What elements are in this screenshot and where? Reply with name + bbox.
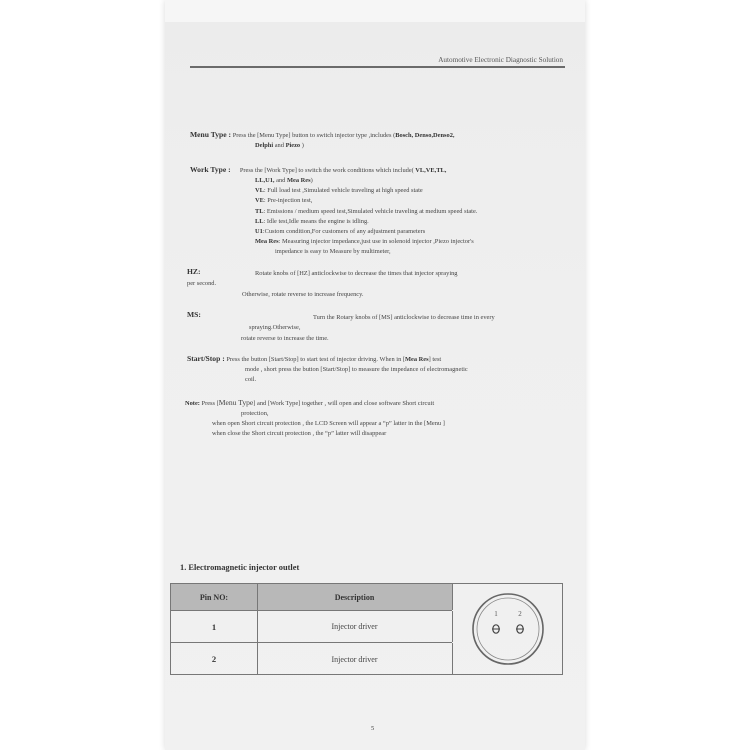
start-stop-text-1: Press the button [Start/Stop] to start test of injector driving. When in [	[226, 356, 405, 363]
hz-text-1: Rotate knobs of [HZ] anticlockwise to decrease the times that injector spraying	[255, 270, 458, 277]
menu-type-label: Menu Type :	[190, 130, 232, 139]
u1-text: :Custom condition,For customers of any adjustment parameters	[262, 228, 426, 236]
connector-pin-1-icon	[492, 625, 500, 633]
start-stop-section	[187, 354, 577, 365]
mea-res-text-1: : Measuring injector impedance,just use in solenoid injector ,Piezo injector's	[278, 238, 474, 246]
table-row	[171, 611, 452, 643]
vl-key: VL	[255, 187, 264, 195]
header-pin: Pin NO:	[171, 584, 258, 610]
start-stop-mea: Mea Res	[405, 356, 429, 363]
connector-pin-2-icon	[516, 625, 524, 633]
vl-text: : Full load test ,Simulated vehicle traveling at high speed state	[263, 187, 423, 195]
menu-type-text: Press the [Menu Type] button to switch injector type ,includes (	[232, 132, 396, 139]
page-number: 5	[371, 725, 375, 732]
hz-label: HZ:	[187, 267, 201, 276]
menu-type-types-2: Delphi	[255, 142, 274, 149]
u1-key: U1	[255, 228, 263, 236]
ms-text-3: rotate reverse to increase the time.	[241, 335, 329, 342]
note-text-4: when close the Short circuit protection , the “p” latter will disappear	[212, 430, 387, 437]
start-stop-label: Start/Stop :	[187, 354, 225, 363]
header-rule	[190, 66, 565, 68]
work-type-section	[190, 165, 575, 176]
work-type-close: )	[310, 177, 313, 184]
ms-section	[187, 310, 201, 321]
table-row	[171, 643, 452, 675]
hz-text-3: Otherwise, rotate reverse to increase frequency.	[242, 291, 364, 298]
hz-text-2: per second.	[187, 280, 217, 287]
connector-diagram-icon	[453, 584, 563, 674]
pin-table	[170, 583, 563, 675]
work-type-modes-2: LL,U1,	[255, 177, 275, 184]
mea-res-text-2: impedance is easy to Measure by multimeter,	[275, 248, 391, 256]
start-stop-text-1b: ] test	[428, 356, 442, 363]
menu-type-close: )	[300, 142, 304, 149]
tl-key: TL	[255, 207, 264, 215]
header-title: Automotive Electronic Diagnostic Solution	[438, 56, 563, 64]
work-type-text: Press the [Work Type] to switch the work conditions which include(	[239, 167, 414, 174]
menu-type-line2	[255, 141, 555, 151]
ms-text-1: Turn the Rotary knobs of [MS] anticlockwise to decrease time in every	[313, 314, 495, 321]
ve-key: VE	[255, 197, 264, 205]
work-type-modes-3: Mea Res	[286, 177, 311, 184]
ve-text: : Pre-injection test,	[263, 197, 313, 205]
ll-key: LL	[255, 217, 264, 225]
menu-type-types-1: Bosch, Denso,Denso2,	[395, 132, 455, 139]
work-type-label: Work Type :	[190, 165, 231, 174]
work-type-and: and	[274, 177, 287, 184]
tl-text: : Emissions / medium speed test,Simulated vehicle traveling at medium speed state.	[263, 207, 478, 215]
menu-type-and: and	[273, 142, 286, 149]
note-text-1b: ] and [Work Type] together , will open and close software Short circuit	[253, 400, 435, 407]
note-menu: Menu Type	[218, 398, 254, 407]
menu-type-types-3: Piezo	[285, 142, 301, 149]
mea-res-key: Mea Res	[255, 238, 279, 246]
section-title: 1. Electromagnetic injector outlet	[180, 563, 300, 572]
note-text-1a: Press [	[201, 400, 219, 407]
work-type-details	[255, 176, 555, 258]
manual-page	[165, 0, 585, 750]
note-section	[185, 398, 580, 409]
pin-description: Injector driver	[257, 643, 453, 675]
page-top-strip	[165, 0, 585, 22]
work-type-modes-1: VL,VE,TL,	[413, 167, 447, 174]
start-stop-text-3: coil.	[245, 376, 257, 383]
note-text-2: protection,	[241, 410, 269, 417]
pin-description: Injector driver	[257, 611, 453, 642]
start-stop-text-2: mode , short press the button [Start/Stop] to measure the impedance of electromagnetic	[245, 366, 468, 373]
ms-label: MS:	[187, 310, 201, 319]
background-right	[585, 0, 750, 750]
connector-pin-1-label: 1	[494, 610, 498, 618]
note-label: Note:	[185, 400, 200, 407]
table-header-row	[171, 584, 452, 611]
note-text-3: when open Short circuit protection , the LCD Screen will appear a “p” latter in the [Menu ]	[212, 420, 445, 427]
pin-number: 2	[171, 643, 258, 675]
pin-number: 1	[171, 611, 258, 642]
connector-pin-2-label: 2	[518, 610, 522, 618]
menu-type-section	[190, 130, 570, 141]
ms-text-2: spraying.Otherwise,	[249, 324, 301, 331]
ll-text: : Idle test,Idle means the engine is idling.	[263, 217, 369, 225]
header-description: Description	[257, 584, 453, 610]
